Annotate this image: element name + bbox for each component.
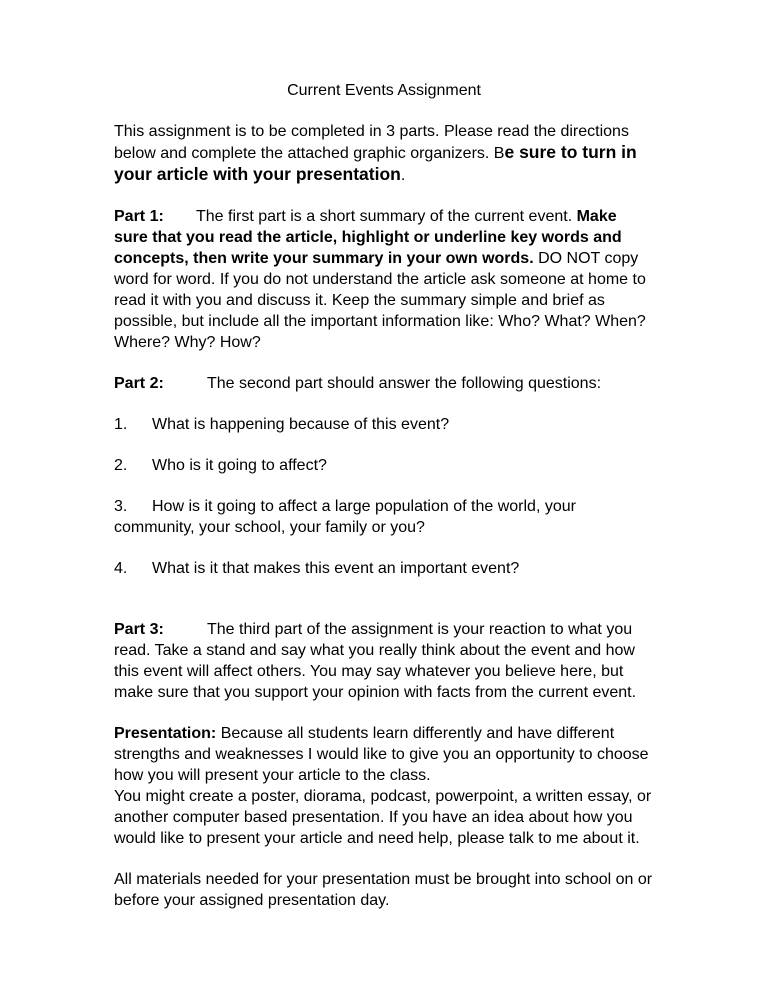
question-1 <box>114 414 654 435</box>
presentation-text1: Because all students learn differently and have different strengths and weaknesses I would like to give you an opportunity to choose how you will present your article to the class. <box>114 725 649 784</box>
question-2-text: Who is it going to affect? <box>152 457 327 474</box>
part1-text2: DO NOT copy word for word. If you do not understand the article ask someone at home to read it with you and discuss it. Keep the summary simple and brief as possible, but include all the important information like: Who? What? When? Where? Why? How? <box>114 250 646 351</box>
presentation-paragraph <box>114 723 654 849</box>
intro-emphasis: e sure to turn in your article with your presentation <box>114 142 637 184</box>
part2-label: Part 2: <box>114 375 164 392</box>
part2-text: The second part should answer the following questions: <box>207 375 602 392</box>
question-2-number: 2. <box>114 457 128 474</box>
presentation-label: Presentation: <box>114 725 217 742</box>
part3-label: Part 3: <box>114 621 164 638</box>
intro-paragraph <box>114 121 654 186</box>
question-2 <box>114 455 654 476</box>
part1-text1: The first part is a short summary of the current event. <box>196 208 577 225</box>
question-1-text: What is happening because of this event? <box>152 416 450 433</box>
question-4-text: What is it that makes this event an important event? <box>152 560 520 577</box>
intro-end: . <box>400 167 406 184</box>
intro-text: This assignment is to be completed in 3 parts. Please read the directions below and complete the attached graphic organizers. B <box>114 123 629 162</box>
document-page <box>114 80 654 931</box>
question-4-number: 4. <box>114 560 128 577</box>
question-3-text: How is it going to affect a large population of the world, your community, your school, your family or you? <box>114 498 576 536</box>
part3-paragraph <box>114 619 654 703</box>
part3-text: The third part of the assignment is your reaction to what you read. Take a stand and say what you really think about the event and how this event will affect others. You may say whatever you believe here, but make sure that you support your opinion with facts from the current event. <box>114 621 637 701</box>
part1-bold: Make sure that you read the article, highlight or underline key words and concepts, then write your summary in your own words. <box>114 208 622 267</box>
question-3 <box>114 496 654 538</box>
part1-label: Part 1: <box>114 208 164 225</box>
part1-paragraph <box>114 206 654 353</box>
closing-paragraph: All materials needed for your presentation must be brought into school on or before your assigned presentation day. <box>114 871 653 909</box>
presentation-text2: You might create a poster, diorama, podcast, powerpoint, a written essay, or another computer based presentation. If you have an idea about how you would like to present your article and need help, please talk to me about it. <box>114 788 652 847</box>
part2-paragraph <box>114 373 654 394</box>
question-3-number: 3. <box>114 498 128 515</box>
question-1-number: 1. <box>114 416 128 433</box>
page-title: Current Events Assignment <box>287 82 481 99</box>
question-4 <box>114 558 654 579</box>
presentation-line-1 <box>114 723 654 786</box>
